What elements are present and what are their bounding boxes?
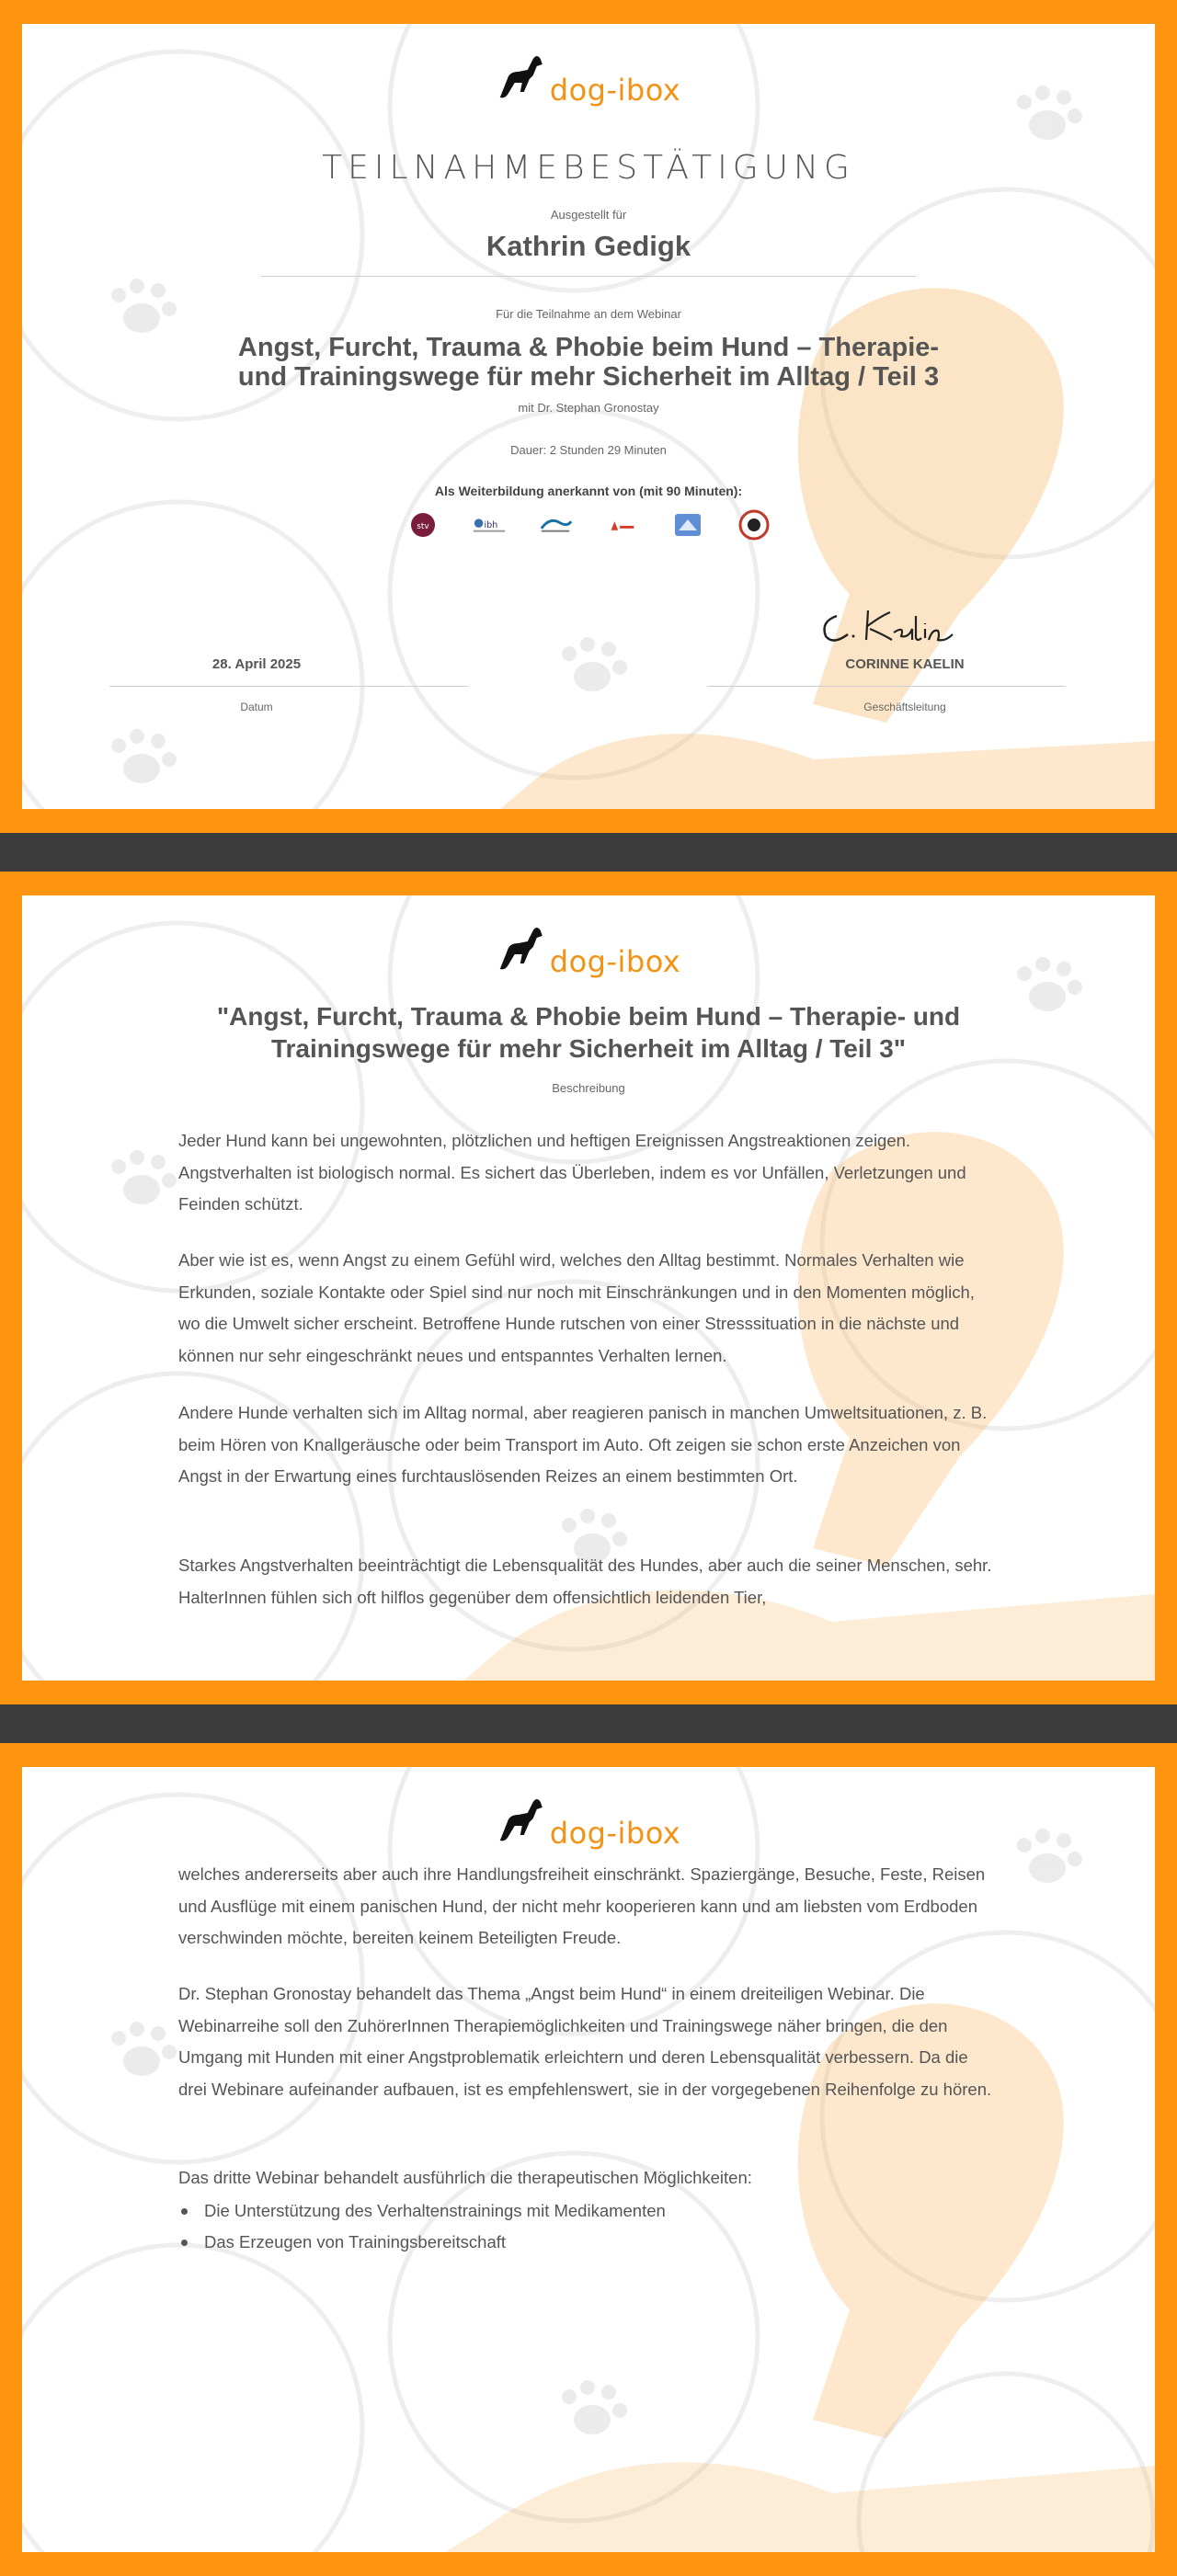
- webinar-title-line2: und Trainingswege für mehr Sicherheit im Alltag / Teil 3: [237, 362, 940, 393]
- certificate-page: [0, 0, 1177, 833]
- webinar-title: [22, 333, 1155, 393]
- description-title-line2: Trainingswege für mehr Sicherheit im Alltag / Teil 3": [270, 1034, 907, 1063]
- description-page: [0, 872, 1177, 1704]
- dog-logo-icon: [497, 51, 546, 105]
- duration: Dauer: 2 Stunden 29 Minuten: [510, 443, 667, 457]
- partner-logo-3: [538, 511, 573, 539]
- description-title: [22, 1000, 1155, 1065]
- date-value: 28. April 2025: [211, 656, 302, 672]
- partner-logo-6: [737, 511, 771, 539]
- divider: [261, 276, 916, 277]
- certificate-title: TEILNAHMEBESTÄTIGUNG: [322, 149, 855, 187]
- partner-logo-1: [406, 511, 440, 539]
- description-paragraph: Jeder Hund kann bei ungewohnten, plötzlichen und heftigen Ereignissen Angstreaktionen zeigen. Angstverhalten ist biologisch normal. Es sichert das Überleben, indem es vor Unfällen, Verletzungen und Feinden schützt.: [178, 1131, 966, 1214]
- brand-name: dog-ibox: [549, 73, 681, 108]
- signer-line: [707, 686, 1066, 687]
- list-item: Die Unterstützung des Verhaltenstrainings mit Medikamenten: [178, 2195, 999, 2227]
- dog-logo-icon: [497, 1795, 546, 1848]
- brand-logo: [497, 923, 681, 979]
- signer-name: CORINNE KAELIN: [845, 656, 965, 672]
- continuation-paragraph: welches andererseits aber auch ihre Handlungsfreiheit einschränkt. Spaziergänge, Besuche, Feste, Reisen und Ausflüge mit einem panischen Hund, der nicht mehr kooperieren kann und am liebsten vom Erdboden verschwinden möchte, bereiten keinem Beteiligten Freude.: [178, 1864, 986, 1947]
- continuation-paragraph: Das dritte Webinar behandelt ausführlich die therapeutischen Möglichkeiten:: [178, 2168, 752, 2187]
- svg-text:ibh: ibh: [484, 519, 498, 530]
- description-sheet: [22, 895, 1155, 1681]
- certificate-sheet: [22, 24, 1155, 809]
- dog-logo-icon: [497, 923, 546, 976]
- partner-logo-4: [604, 511, 639, 539]
- description-paragraph: Starkes Angstverhalten beeinträchtigt die Lebensqualität des Hundes, aber auch die seiner Menschen, sehr. HalterInnen fühlen sich oft hilflos gegenüber dem offensichtlich leidenden Tier,: [178, 1556, 992, 1607]
- therapy-list: [178, 2195, 999, 2258]
- presenter: mit Dr. Stephan Gronostay: [518, 401, 659, 415]
- signer-role: Geschäftsleitung: [863, 701, 946, 713]
- list-item: Das Erzeugen von Trainingsbereitschaft: [178, 2227, 999, 2258]
- partner-logos: [22, 511, 1155, 539]
- partner-logo-2: [472, 511, 507, 539]
- brand-logo: [497, 1795, 681, 1851]
- participation-label: Für die Teilnahme an dem Webinar: [496, 307, 681, 321]
- brand-logo: [497, 51, 681, 108]
- recipient-name: Kathrin Gedigk: [486, 230, 691, 262]
- recognition-label: Als Weiterbildung anerkannt von (mit 90 Minuten):: [434, 484, 743, 498]
- description-paragraph: Aber wie ist es, wenn Angst zu einem Gefühl wird, welches den Alltag bestimmt. Normales Verhalten wie Erkunden, soziale Kontakte oder Spiel sind nur noch mit Einschränkungen und in den Momenten möglich, wo die Umwelt sicher erscheint. Betroffene Hunde rutschen von einer Stresssituation in die nächste und können nur sehr eingeschränkt neues und entspanntes Verhalten lernen.: [178, 1250, 975, 1365]
- partner-logo-5: [670, 511, 705, 539]
- continuation-page: [0, 1743, 1177, 2576]
- issued-for-label: Ausgestellt für: [550, 208, 627, 222]
- date-label: Datum: [240, 701, 273, 713]
- webinar-title-line1: Angst, Furcht, Trauma & Phobie beim Hund – Therapie-: [237, 333, 940, 362]
- continuation-paragraph: Dr. Stephan Gronostay behandelt das Thema „Angst beim Hund“ in einem dreiteiligen Webinar. Die Webinarreihe soll den ZuhörerInnen Therapiemöglichkeiten und Trainingswege näher bringen, die den Umgang mit Hunden mit einer Angstproblematik erleichtern und deren Lebensqualität verbessern. Da die drei Webinare aufeinander aufbauen, ist es empfehlenswert, sie in der vorgegebenen Reihenfolge zu hören.: [178, 1984, 992, 2099]
- description-title-line1: "Angst, Furcht, Trauma & Phobie beim Hund – Therapie- und: [216, 1002, 961, 1031]
- brand-name: dog-ibox: [549, 944, 681, 979]
- signature: [817, 598, 964, 653]
- brand-name: dog-ibox: [549, 1816, 681, 1851]
- continuation-sheet: [22, 1767, 1155, 2552]
- description-paragraph: Andere Hunde verhalten sich im Alltag normal, aber reagieren panisch in manchen Umweltsituationen, z. B. beim Hören von Knallgeräusche oder beim Transport im Auto. Oft zeigen sie schon erste Anzeichen von Angst in der Erwartung eines furchtauslösenden Reizes an einem bestimmten Ort.: [178, 1403, 988, 1486]
- date-line: [109, 686, 468, 687]
- svg-text:stv: stv: [417, 522, 429, 531]
- description-subtitle: Beschreibung: [552, 1081, 625, 1095]
